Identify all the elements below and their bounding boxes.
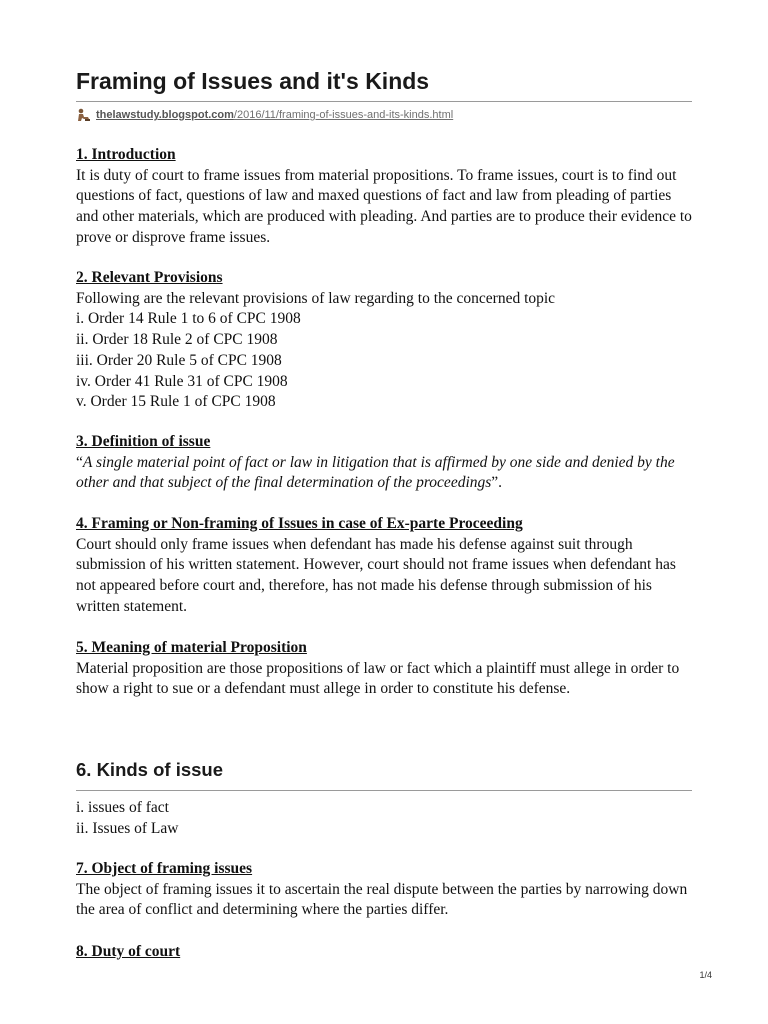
section-paragraph: The object of framing issues it to ascertain the real dispute between the parties by narrowing down the area of conflict and determining where the parties differ. bbox=[76, 880, 688, 919]
source-domain-link[interactable]: thelawstudy.blogspot.com bbox=[96, 109, 234, 121]
section-heading: 4. Framing or Non-framing of Issues in case of Ex-parte Proceeding bbox=[76, 515, 523, 532]
section-object bbox=[76, 859, 692, 921]
section-heading: 5. Meaning of material Proposition bbox=[76, 639, 307, 656]
title-divider bbox=[76, 101, 692, 102]
page-number: 1/4 bbox=[699, 970, 712, 980]
section-heading: 7. Object of framing issues bbox=[76, 860, 253, 877]
list-item: i. Order 14 Rule 1 to 6 of CPC 1908 bbox=[76, 310, 301, 328]
section-relevant-provisions bbox=[76, 268, 692, 413]
section-paragraph: It is duty of court to frame issues from material propositions. To frame issues, court is to find out questions of fact, questions of law and maxed questions of fact and law from pleading of parties and other materials, which are produced with pleading. And parties are to produce their evidence to prove or disprove frame issues. bbox=[76, 166, 692, 246]
close-quote: ”. bbox=[491, 474, 503, 492]
source-link[interactable] bbox=[76, 107, 453, 123]
section-paragraph: Material proposition are those propositions of law or fact which a plaintiff must allege in order to show a right to sue or a defendant must allege in order to constitute his defense. bbox=[76, 659, 680, 698]
list-item: ii. Order 18 Rule 2 of CPC 1908 bbox=[76, 331, 278, 349]
list-item: iv. Order 41 Rule 31 of CPC 1908 bbox=[76, 372, 288, 390]
definition-quote bbox=[76, 453, 692, 494]
source-path-link[interactable]: /2016/11/framing-of-issues-and-its-kinds.html bbox=[233, 109, 454, 121]
section-kinds-list bbox=[76, 798, 692, 839]
blogger-figure-icon bbox=[76, 108, 91, 122]
section-lead: Following are the relevant provisions of law regarding to the concerned topic bbox=[76, 289, 556, 307]
section-material-proposition bbox=[76, 638, 692, 700]
section-duty bbox=[76, 942, 692, 963]
section-definition bbox=[76, 432, 692, 494]
list-item: ii. Issues of Law bbox=[76, 819, 179, 837]
quote-text: A single material point of fact or law in litigation that is affirmed by one side and denied by the other and that subject of the final determination of the proceedings bbox=[76, 453, 675, 492]
section-heading: 8. Duty of court bbox=[76, 943, 181, 960]
kinds-divider bbox=[76, 790, 692, 791]
open-quote: “ bbox=[76, 453, 83, 471]
section-introduction bbox=[76, 145, 692, 249]
section-heading: 1. Introduction bbox=[76, 146, 176, 163]
kinds-heading: 6. Kinds of issue bbox=[76, 759, 224, 780]
list-item: i. issues of fact bbox=[76, 799, 169, 816]
section-exparte bbox=[76, 514, 692, 618]
page-title: Framing of Issues and it's Kinds bbox=[76, 68, 430, 94]
list-item: iii. Order 20 Rule 5 of CPC 1908 bbox=[76, 351, 282, 369]
section-heading: 2. Relevant Provisions bbox=[76, 269, 223, 286]
section-heading: 3. Definition of issue bbox=[76, 433, 211, 450]
list-item: v. Order 15 Rule 1 of CPC 1908 bbox=[76, 393, 276, 411]
section-paragraph: Court should only frame issues when defendant has made his defense against suit through submission of his written statement. However, court should not frame issues when defendant has not appeared before court and, therefore, has not made his defense through submission of his written statement. bbox=[76, 535, 676, 615]
